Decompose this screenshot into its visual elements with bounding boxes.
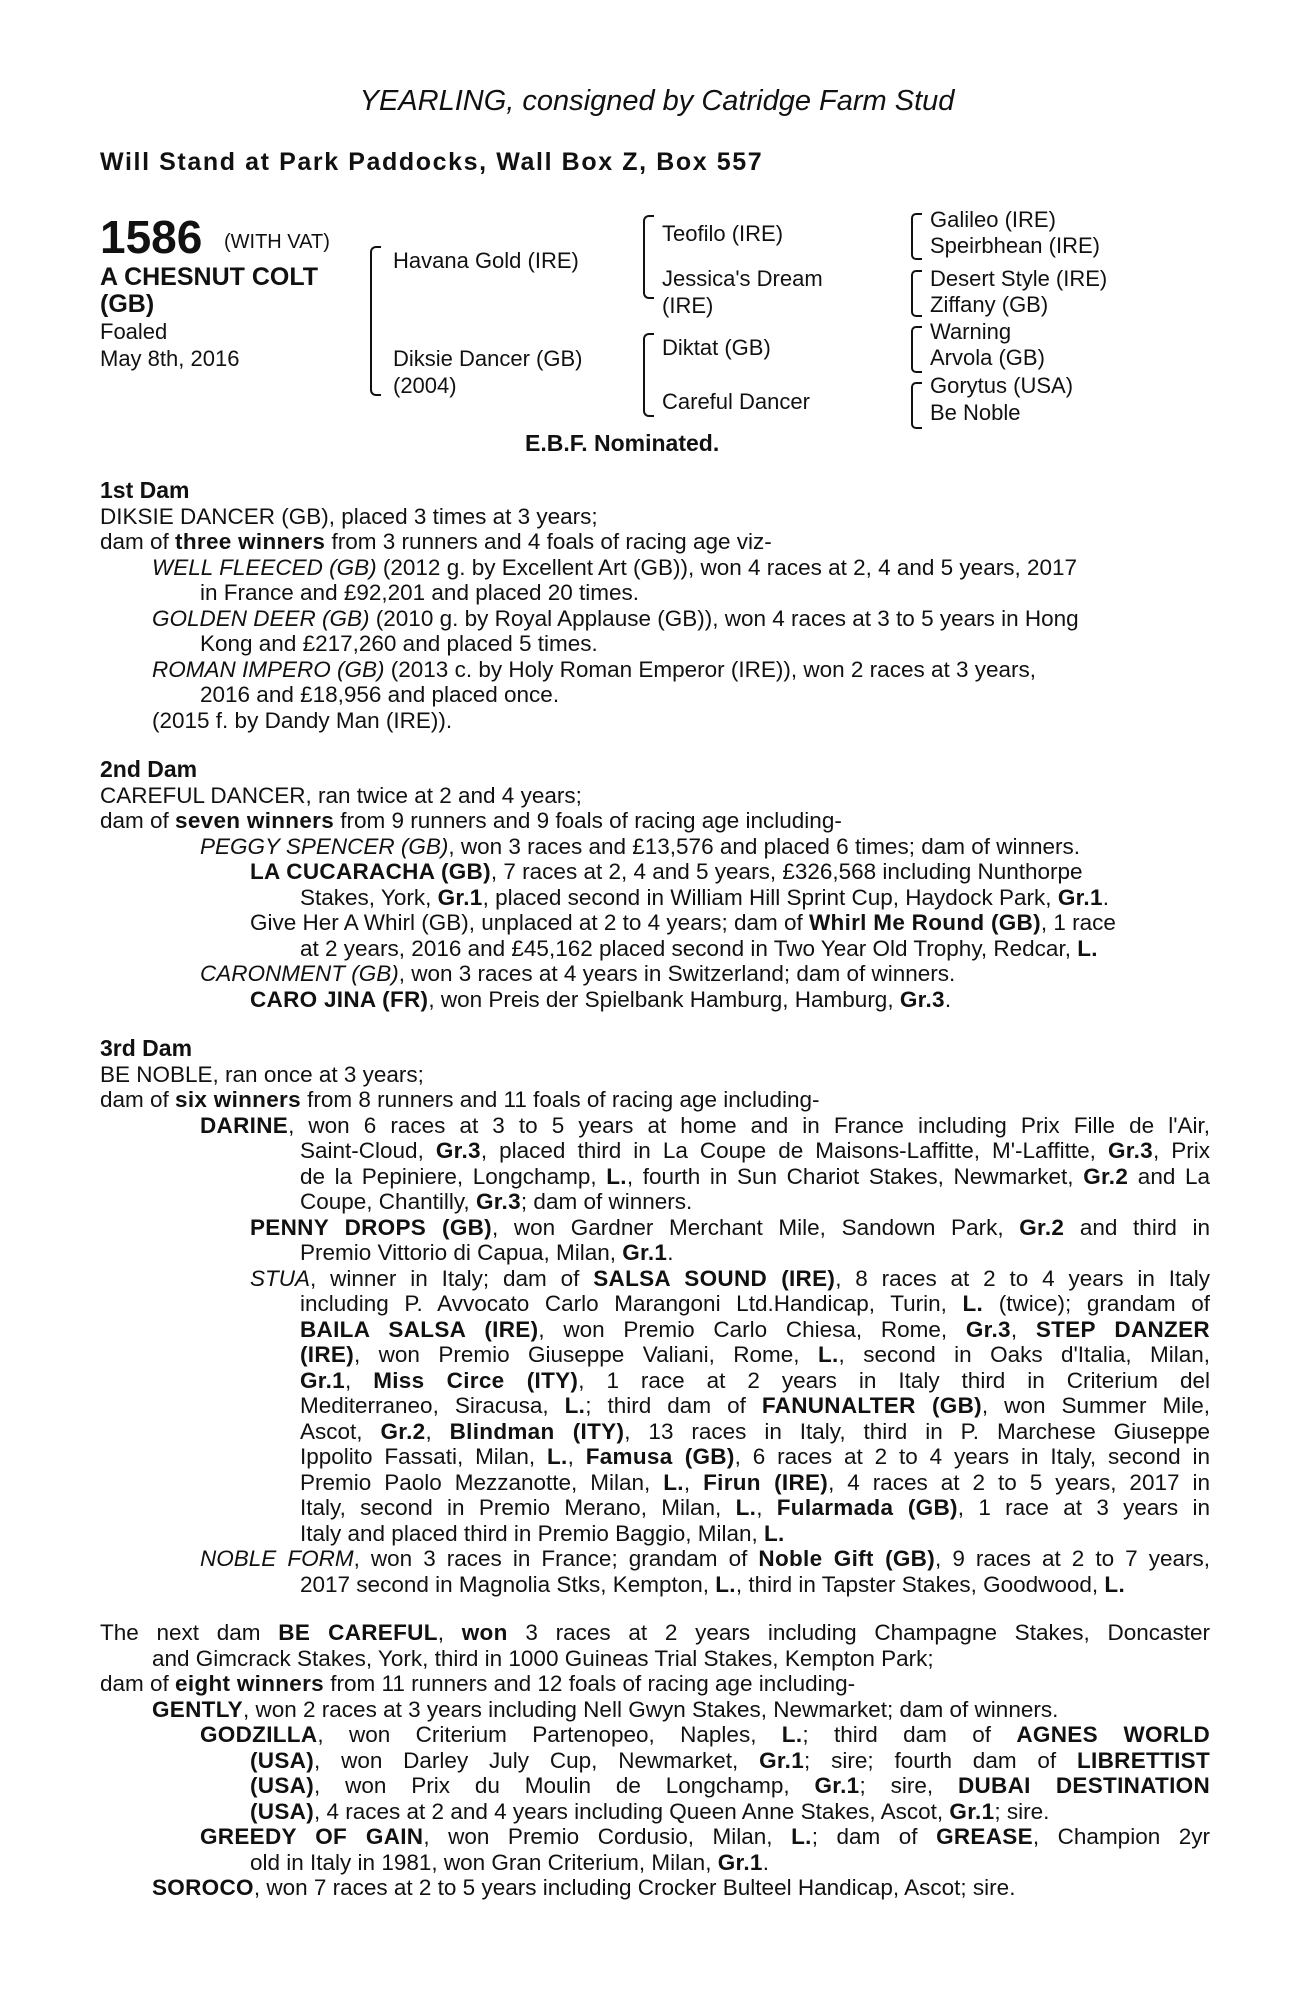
progeny-entry: PEGGY SPENCER (GB), won 3 races and £13,576 and placed 6 times; dam of winners. bbox=[200, 833, 1081, 859]
pedigree-brace-main bbox=[370, 246, 381, 396]
first-dam-line: dam of three winners from 3 runners and 4 foals of racing age viz- bbox=[100, 529, 772, 554]
progeny-entry-cont: Kong and £217,260 and placed 5 times. bbox=[200, 631, 598, 656]
progeny-entry: NOBLE FORM, won 3 races in France; grandam of Noble Gift (GB), 9 races at 2 to 7 years, bbox=[200, 1546, 1210, 1571]
pedigree-brace-1 bbox=[911, 213, 922, 260]
progeny-entry: (2015 f. by Dandy Man (IRE)). bbox=[152, 707, 453, 733]
lot-description bbox=[100, 264, 318, 318]
pedigree-dam bbox=[393, 345, 582, 399]
pedigree-g4-8: Be Noble bbox=[930, 400, 1021, 425]
pedigree-brace-dam bbox=[643, 333, 654, 417]
progeny-entry: ROMAN IMPERO (GB) (2013 c. by Holy Roman Emperor (IRE)), won 2 races at 3 years, bbox=[152, 656, 1037, 682]
progeny-entry: GODZILLA, won Criterium Partenopeo, Naples, L.; third dam of AGNES WORLD bbox=[200, 1722, 1210, 1747]
progeny-entry-cont: Italy and placed third in Premio Baggio, Milan, L. bbox=[300, 1520, 785, 1546]
progeny-entry: GOLDEN DEER (GB) (2010 g. by Royal Applause (GB)), won 4 races at 3 to 5 years in Hong bbox=[152, 605, 1079, 631]
progeny-entry: GENTLY, won 2 races at 3 years including Nell Gwyn Stakes, Newmarket; dam of winners. bbox=[152, 1696, 1059, 1722]
progeny-entry: SOROCO, won 7 races at 2 to 5 years including Crocker Bulteel Handicap, Ascot; sire. bbox=[152, 1875, 1016, 1900]
pedigree-sire-dam-name: Jessica's Dream bbox=[662, 266, 823, 291]
progeny-entry-cont: (IRE), won Premio Giuseppe Valiani, Rome, L., second in Oaks d'Italia, Milan, bbox=[300, 1342, 1210, 1367]
progeny-entry-cont: 2016 and £18,956 and placed once. bbox=[200, 682, 560, 707]
next-dam-line: The next dam BE CAREFUL, won 3 races at 2 years including Champagne Stakes, Doncaster bbox=[100, 1620, 1210, 1645]
page-title: YEARLING, consigned by Catridge Farm Stud bbox=[359, 85, 955, 117]
progeny-entry: CARO JINA (FR), won Preis der Spielbank Hamburg, Hamburg, Gr.3. bbox=[250, 986, 952, 1012]
second-dam-heading: 2nd Dam bbox=[100, 756, 198, 782]
progeny-entry-cont: Ascot, Gr.2, Blindman (ITY), 13 races in Italy, third in P. Marchese Giuseppe bbox=[300, 1418, 1210, 1444]
progeny-entry-cont: Ippolito Fassati, Milan, L., Famusa (GB), 6 races at 2 to 4 years in Italy, second in bbox=[300, 1444, 1210, 1469]
progeny-entry: LA CUCARACHA (GB), 7 races at 2, 4 and 5 years, £326,568 including Nunthorpe bbox=[250, 859, 1083, 884]
pedigree-dam-sire: Diktat (GB) bbox=[662, 335, 771, 360]
progeny-entry-cont: at 2 years, 2016 and £45,162 placed second in Two Year Old Trophy, Redcar, L. bbox=[300, 935, 1098, 961]
progeny-entry-cont: Premio Paolo Mezzanotte, Milan, L., Firun (IRE), 4 races at 2 to 5 years, 2017 in bbox=[300, 1469, 1210, 1495]
foaled-date: May 8th, 2016 bbox=[100, 346, 240, 371]
second-dam-section bbox=[100, 757, 1210, 1012]
second-dam-line: CAREFUL DANCER, ran twice at 2 and 4 years; bbox=[100, 782, 582, 808]
third-dam-line: dam of six winners from 8 runners and 11 foals of racing age including- bbox=[100, 1087, 820, 1112]
pedigree-sire-sire: Teofilo (IRE) bbox=[662, 221, 784, 246]
pedigree-brace-sire bbox=[643, 215, 654, 299]
progeny-entry-cont: 2017 second in Magnolia Stks, Kempton, L., third in Tapster Stakes, Goodwood, L. bbox=[300, 1571, 1126, 1597]
first-dam-heading: 1st Dam bbox=[100, 477, 190, 503]
pedigree-dam-year: (2004) bbox=[393, 373, 457, 398]
progeny-entry-cont: (USA), 4 races at 2 and 4 years including Queen Anne Stakes, Ascot, Gr.1; sire. bbox=[250, 1798, 1050, 1824]
vat-note: (WITH VAT) bbox=[224, 231, 330, 253]
foaled-label: Foaled bbox=[100, 319, 168, 344]
progeny-entry-cont: Coupe, Chantilly, Gr.3; dam of winners. bbox=[300, 1189, 693, 1214]
ebf-nomination: E.B.F. Nominated. bbox=[525, 430, 720, 456]
pedigree-g4-1: Galileo (IRE) bbox=[930, 207, 1056, 232]
pedigree-sire-dam-country: (IRE) bbox=[662, 293, 714, 318]
lot-description-line1: A CHESNUT COLT bbox=[100, 263, 319, 291]
progeny-entry-cont: Italy, second in Premio Merano, Milan, L., Fularmada (GB), 1 race at 3 years in bbox=[300, 1495, 1210, 1520]
third-dam-section bbox=[100, 1036, 1210, 1597]
pedigree-brace-3 bbox=[911, 326, 922, 373]
progeny-entry: WELL FLEECED (GB) (2012 g. by Excellent Art (GB)), won 4 races at 2, 4 and 5 years, 2017 bbox=[152, 554, 1078, 580]
next-dam-section bbox=[100, 1620, 1210, 1901]
second-dam-line: dam of seven winners from 9 runners and 9 foals of racing age including- bbox=[100, 808, 842, 833]
foaled-info bbox=[100, 318, 239, 372]
progeny-entry-cont: old in Italy in 1981, won Gran Criterium, Milan, Gr.1. bbox=[250, 1849, 769, 1875]
pedigree-g4-6: Arvola (GB) bbox=[930, 345, 1045, 370]
progeny-entry-cont: Premio Vittorio di Capua, Milan, Gr.1. bbox=[300, 1240, 674, 1265]
progeny-entry: DARINE, won 6 races at 3 to 5 years at home and in France including Prix Fille de l'Air, bbox=[200, 1112, 1210, 1138]
pedigree-g4-3: Desert Style (IRE) bbox=[930, 266, 1108, 291]
progeny-entry-cont: BAILA SALSA (IRE), won Premio Carlo Chiesa, Rome, Gr.3, STEP DANZER bbox=[300, 1316, 1210, 1342]
progeny-entry-cont: Gr.1, Miss Circe (ITY), 1 race at 2 years in Italy third in Criterium del bbox=[300, 1367, 1210, 1393]
progeny-entry-cont: (USA), won Darley July Cup, Newmarket, Gr.1; sire; fourth dam of LIBRETTIST bbox=[250, 1747, 1210, 1773]
progeny-entry: STUA, winner in Italy; dam of SALSA SOUND (IRE), 8 races at 2 to 4 years in Italy bbox=[250, 1265, 1210, 1291]
progeny-entry-cont: in France and £92,201 and placed 20 times. bbox=[200, 580, 640, 605]
pedigree-g4-7: Gorytus (USA) bbox=[930, 373, 1074, 398]
lot-number: 1586 bbox=[100, 211, 203, 263]
pedigree-g4-2: Speirbhean (IRE) bbox=[930, 233, 1100, 258]
progeny-entry-cont: Stakes, York, Gr.1, placed second in William Hill Sprint Cup, Haydock Park, Gr.1. bbox=[300, 884, 1110, 910]
stand-location: Will Stand at Park Paddocks, Wall Box Z, Box 557 bbox=[100, 148, 764, 176]
pedigree-dam-dam: Careful Dancer bbox=[662, 389, 810, 414]
progeny-entry-cont: Mediterraneo, Siracusa, L.; third dam of FANUNALTER (GB), won Summer Mile, bbox=[300, 1393, 1210, 1418]
pedigree-sire-dam bbox=[662, 265, 823, 319]
first-dam-line: DIKSIE DANCER (GB), placed 3 times at 3 years; bbox=[100, 503, 598, 529]
progeny-entry-cont: (USA), won Prix du Moulin de Longchamp, Gr.1; sire, DUBAI DESTINATION bbox=[250, 1773, 1210, 1798]
next-dam-line: and Gimcrack Stakes, York, third in 1000 Guineas Trial Stakes, Kempton Park; bbox=[152, 1645, 934, 1671]
pedigree-brace-4 bbox=[911, 382, 922, 429]
first-dam-section bbox=[100, 478, 1210, 733]
progeny-entry: PENNY DROPS (GB), won Gardner Merchant Mile, Sandown Park, Gr.2 and third in bbox=[250, 1214, 1210, 1240]
third-dam-line: BE NOBLE, ran once at 3 years; bbox=[100, 1061, 424, 1087]
progeny-entry-cont: de la Pepiniere, Longchamp, L., fourth in Sun Chariot Stakes, Newmarket, Gr.2 and La bbox=[300, 1163, 1210, 1189]
lot-description-line2: (GB) bbox=[100, 290, 155, 318]
third-dam-heading: 3rd Dam bbox=[100, 1035, 193, 1061]
progeny-entry: Give Her A Whirl (GB), unplaced at 2 to 4 years; dam of Whirl Me Round (GB), 1 race bbox=[250, 910, 1116, 935]
progeny-entry: GREEDY OF GAIN, won Premio Cordusio, Milan, L.; dam of GREASE, Champion 2yr bbox=[200, 1824, 1210, 1849]
pedigree-sire: Havana Gold (IRE) bbox=[393, 248, 579, 273]
progeny-entry-cont: including P. Avvocato Carlo Marangoni Ltd.Handicap, Turin, L. (twice); grandam of bbox=[300, 1291, 1210, 1316]
progeny-entry-cont: Saint-Cloud, Gr.3, placed third in La Coupe de Maisons-Laffitte, M'-Laffitte, Gr.3, Prix bbox=[300, 1138, 1210, 1163]
progeny-entry: CARONMENT (GB), won 3 races at 4 years in Switzerland; dam of winners. bbox=[200, 961, 956, 986]
next-dam-line: dam of eight winners from 11 runners and 12 foals of racing age including- bbox=[100, 1671, 856, 1696]
pedigree-dam-name: Diksie Dancer (GB) bbox=[393, 346, 583, 371]
pedigree-g4-5: Warning bbox=[930, 319, 1012, 344]
pedigree-g4-4: Ziffany (GB) bbox=[930, 292, 1049, 317]
pedigree-brace-2 bbox=[911, 270, 922, 317]
